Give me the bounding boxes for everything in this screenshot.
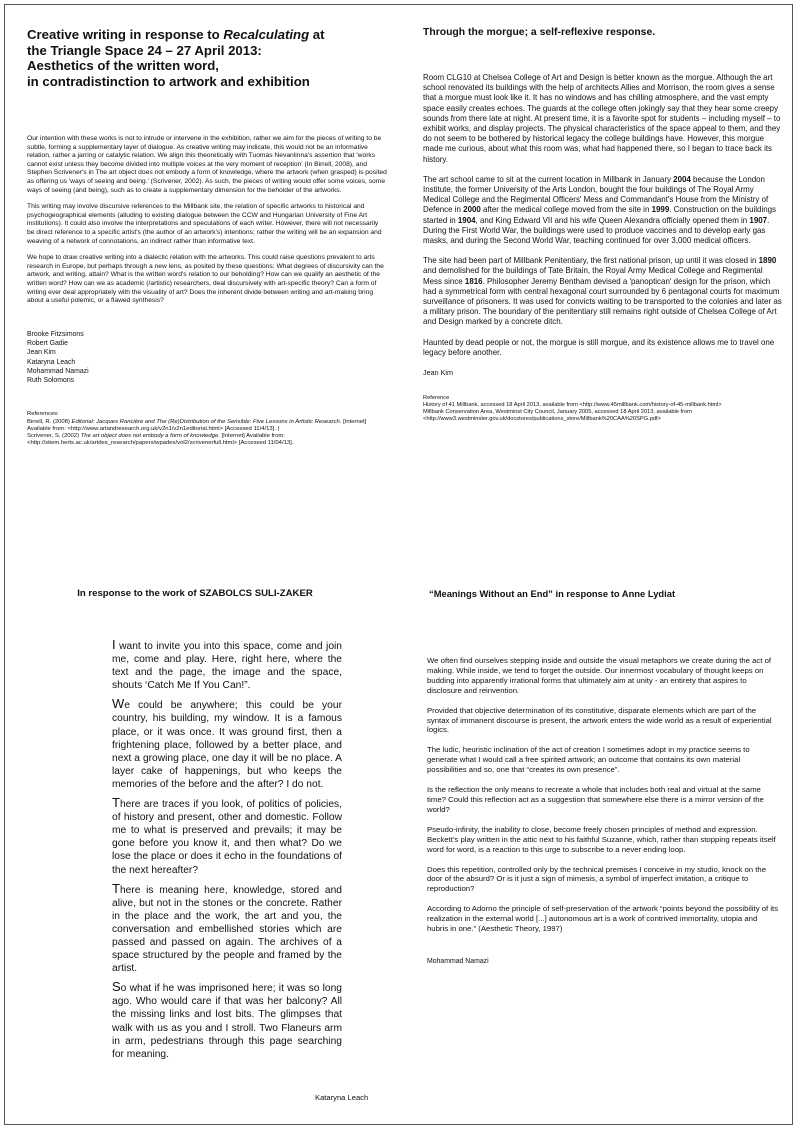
essay-paragraph: Is the reflection the only means to recreate a whole that includes both real and virtual at the same time? Could this reflection act as a suggestion that somewhere else there is a mirror version of the world? <box>427 785 764 814</box>
morgue-paragraph-history: The art school came to sit at the current location in Millbank in January 2004 because the London Institute, the former University of the Arts London, bought the four buildings of The Royal Army Medical College and the Regimental Officers' Mess and Commandant's House from the Ministry of Defence in 2000 after the medical college moved from the site in 1999. Construction on the buildings started in 1904, and King Edward VII and his wife Queen Alexandra officially opened them in 1907. During the First World War, the buildings were used to produce vaccines and to develop early gas masks, and during the Second World War, teaching continued for over 3,000 medical officers. <box>423 174 777 246</box>
morgue-paragraph: Room CLG10 at Chelsea College of Art and Design is better known as the morgue. Although the art school renovated its buildings with the help of architects Allies and Morrison, the room gives a sense that a morgue must look like it. It has no windows and has chilling atmosphere, and the vast empty space easily creates echoes. The guards at the college often jokingly say that they hear some creepy sounds from there late at night. At present time, it is a favorite spot for students – including myself – to exhibit works, and display projects. The physical characteristics of the space appeal to them, and they do not seem to be bothered by historical legacy the college buildings have. However, this morgue made me curious, about what this room was, what had happened there, so I began to trace back its history. <box>423 73 781 164</box>
reference-item: History of 41 Millbank, accessed 18 April 2013, available from <http://www.45millbank.com/history-of-45-millbank.html> <box>423 402 722 409</box>
lydiat-text <box>427 656 779 965</box>
essay-paragraph: We often find ourselves stepping inside and outside the visual metaphors we create during the act of making. While inside, we tend to forget the outside. Our innermost vocabulary of thought keeps on budding into apparently irrational forms that ultimately aim at unity - an entirety that aspires to disclosure and reinvention. <box>427 656 772 695</box>
szabolcs-text <box>112 638 342 1061</box>
author-name: Jean Kim <box>27 349 56 357</box>
essay-paragraph: Provided that objective determination of its constitutive, disparate elements which are part of the syntax of immanent discourse is present, the artwork enters the wide world as a result of experiential logics. <box>427 705 772 735</box>
title-line-1-end: at <box>309 27 325 42</box>
reference-heading: Reference <box>423 395 450 402</box>
references <box>27 411 387 447</box>
poem-paragraph: I want to invite you into this space, come and join me, come and play. Here, right here, where the text and the page, the image and the space, shouts ‘Catch Me If You Can!”. <box>112 637 342 692</box>
szabolcs-section <box>5 581 399 1121</box>
reference-scrivener: Scrivener, S. (2002) The art object does not embody a form of knowledge. [Internet] Available from: <http://sitem.herts.ac.uk/artdes_research/papers/wpades/vol2/scrivenerfull.html> [Accessed 11/04/13]. <box>27 433 294 447</box>
author-name: Mohammad Namazi <box>27 367 89 375</box>
title-line-3: Aesthetics of the written word, <box>27 58 219 73</box>
intro-section <box>27 25 387 555</box>
title-italic-recalculating: Recalculating <box>223 27 310 42</box>
signature-jean-kim: Jean Kim <box>423 368 453 378</box>
poster-page <box>4 4 793 1125</box>
author-list <box>27 330 387 386</box>
poem-paragraph: We could be anywhere; this could be your country, his building, my window. It is a famous place, or it was once. It was ground first, then a frightening place, followed by a better place, and next a growing place, one day it will be no place. A layer cake of happenings, but who keeps the memories of the before and the after? I do not. <box>112 696 342 790</box>
essay-paragraph: According to Adorno the principle of self-preservation of the artwork “points beyond the possibility of its realization in the external world [...] autonomous art is a work of contrived immortality, utopia and hubris in one.” (Aesthetic Theory, 1997) <box>427 904 779 934</box>
morgue-title: Through the morgue; a self-reflexive response. <box>423 27 656 38</box>
morgue-paragraph-penitentiary: The site had been part of Millbank Penitentiary, the first national prison, up until it was closed in 1890 and demolished for the buildings of Tate Britain, the Royal Army Medical College and Regimental Mess since 1816. Philosopher Jeremy Bentham devised a 'panoptican' design for the prison, which had a symmetrical form with central hexagonal court surrounded by 6 pentagonal courts for maximum surveillance of prisoners. It was used for convicts waiting to be transported to the colonies and later as a military prison. The boundary of the penitentiary still remains right outside of Chelsea College of Art and Design marked by a concrete ditch. <box>423 256 782 327</box>
signature-mohammad-namazi: Mohammad Namazi <box>427 957 489 965</box>
intro-paragraph: We hope to draw creative writing into a dialectic relation with the artworks. This could raise questions prevalent to arts research in Europe, but perhaps through a new lens, as posited by these questions: What degrees of discursivity can the artwork, and writing, attain? What is the written word's relation to our beholding? How can we qualify an aesthetic of the written word? How can we as academic (/artistic) researchers, deal discursively with art-specific theory? Can a form of writing ever deal appropriately with the visuality of art? Does the inherent divide between writing and art-making bring about a useful polemic, or a flawed synthesis? <box>27 254 384 305</box>
signature-kataryna-leach: Kataryna Leach <box>315 1093 369 1102</box>
essay-paragraph: Pseudo-infinity, the inability to close, become freely chosen principles of method and expression. Beckett’s play written in the attic next to his faithful Suzanne, which, rather than stopping repeats itself word for word, is a reaction to this urge to subscribe to a never ending loop. <box>427 824 776 854</box>
title-line-2: the Triangle Space 24 – 27 April 2013: <box>27 42 262 58</box>
poem-paragraph: So what if he was imprisoned here; it was so long ago. Who would care if that was her balcony? All the missing links and lost bits. The glimpses that walk with us as you and I stroll. Two Flaneurs arm in arm, pedestrians through this page searching for meaning. <box>112 979 342 1060</box>
reference-birrell: Birrell, R. (2008) Editorial: Jacques Rancière and The (Re)Distribution of the Sensible: Five Lessons in Artistic Research. [Internet] Available from: <http://www.artandresearch.org.uk/v2n1/v2n1editorial.html> [Accessed 11/4/13]. | <box>27 418 367 432</box>
intro-title <box>27 27 387 89</box>
poem-paragraph: There are traces if you look, of politics of policies, of history and present, other and domestic. Follow me to what is preserved and prevails; it may be gone before you know it, and then what? Do we lose the place or does it echo in the foundations of the next hereafter? <box>112 795 342 876</box>
title-line-1: Creative writing in response to <box>27 27 224 42</box>
morgue-references <box>423 395 783 423</box>
morgue-section <box>423 25 783 555</box>
lydiat-section <box>405 581 791 1121</box>
intro-paragraph: Our intention with these works is not to intrude or intervene in the exhibition, rather we aim for the pieces of writing to be subtle, forming a supplementary layer of dialogue. As creative writing may indicate, this would not be an informative relation, rather a jarring or catalytic relation. We align this theoretically with Tuomas Nevanlinna's assertion that 'works cannot exist unless they become divided into multiple voices at the very moment of reception' (In Birrell, 2008), and Stephen Scrivener's in The art object does not embody a form of knowledge, where the artwork (when grasped) is posited as offering us 'ways of seeing and being.' (Scrivener, 2002). As such, the pieces of writing would offer some voices, some ways of seeing (and being), such as to create a supplementary dimension for the beholder of the artworks. <box>27 135 387 194</box>
title-line-4: in contradistinction to artwork and exhibition <box>27 73 310 89</box>
author-name: Brooke Fitzsimons <box>27 330 84 338</box>
morgue-paragraph: Haunted by dead people or not, the morgue is still morgue, and its existence allows me to travel one legacy before another. <box>423 337 775 357</box>
reference-item: Millbank Conservation Area, Westminst City Council, January 2005, accessed 18 April 2013, available from <http://www3.westminster.gov.uk/docstores/publications_store/Millbank%20CAA%20SPG.pdf> <box>423 409 692 423</box>
lydiat-title: “Meanings Without an End” in response to Anne Lydiat <box>429 588 676 599</box>
intro-paragraph: This writing may involve discursive references to the Millbank site, the relation of specific artworks to historical and psychogeographical elements (alluding to existing dialogue between the CCW and Hungarian University of Fine Art institutions). It could also involve the interpretations and speculations of each writer. However, there will not necessarily be direct reference to a specific artist's (the author of an artwork's) intentions; rather the writing will be an expansion and weaving of a network of connotations, an indirect rather than informative text. <box>27 203 382 245</box>
references-heading: References: <box>27 411 59 418</box>
essay-paragraph: The ludic, heuristic inclination of the act of creation I sometimes adopt in my practice seems to generate what I would call a free spirited artwork; an outcome that contains its own material possibilities and so, one that “creates its own presence”. <box>427 745 750 775</box>
author-name: Ruth Solomons <box>27 377 75 385</box>
author-name: Robert Gadie <box>27 339 68 347</box>
essay-paragraph: Does this repetition, controlled only by the technical premises I conceive in my studio, knock on the door of the absurd? Or is it just a sign of mimesis, a symbol of imperfect imitation, a critique to reproduction? <box>427 864 767 894</box>
poem-paragraph: There is meaning here, knowledge, stored and alive, but not in the stones or the concrete. Rather in the place and the work, the art and you, the conversation and embellished stories which are passed and passed on again. The archives of a space structured by the people and framed by the artist. <box>112 880 342 975</box>
author-name: Kataryna Leach <box>27 358 76 366</box>
szabolcs-title: In response to the work of SZABOLCS SULI-ZAKER <box>77 588 313 599</box>
